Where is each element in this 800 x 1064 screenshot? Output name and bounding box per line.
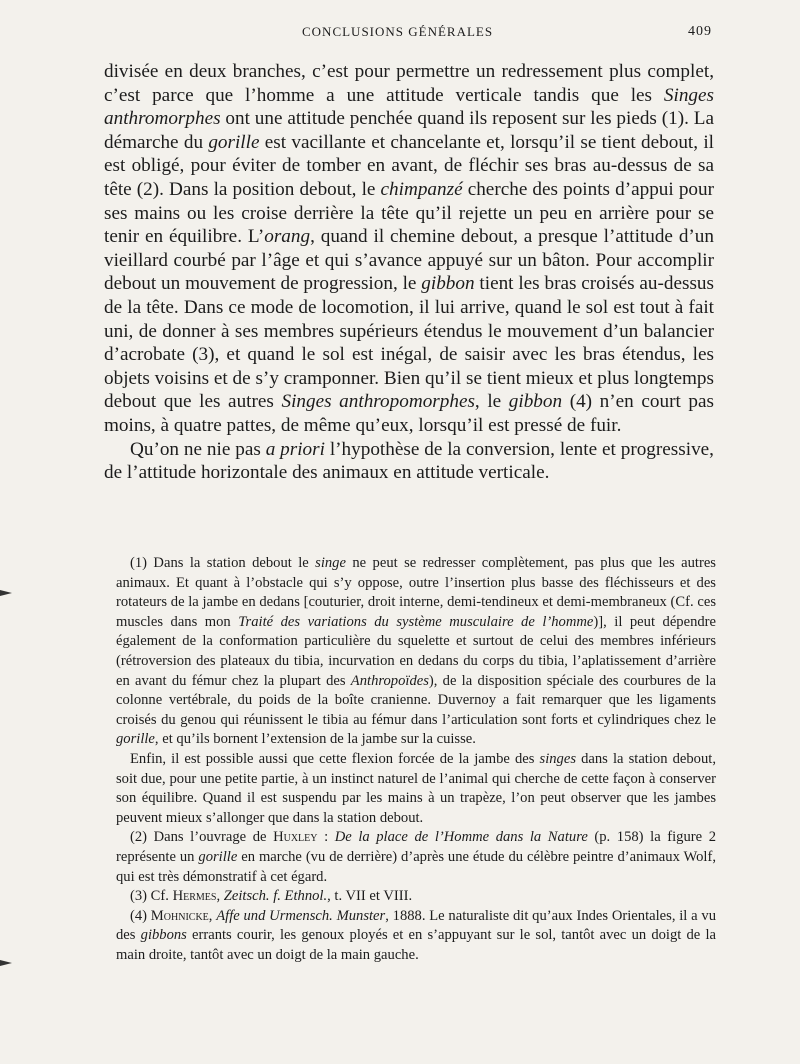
italic-term: orang [264, 226, 311, 248]
author-name: Huxley [273, 829, 318, 846]
text-run: divisée en deux branches, c’est pour permettre un redressement plus complet, c’est parce que l’homme a une attitude verticale tandis que les [104, 61, 714, 106]
text-run: : [317, 829, 335, 846]
footnote-4 [116, 907, 716, 966]
italic-term: chimpanzé [380, 178, 463, 200]
author-name: Mohnicke [150, 907, 209, 924]
italic-term: Traité des variations du système musculaire de l’homme [238, 613, 594, 630]
text-run: est vacillante et chancelante et, lorsqu’il se tient debout, il est obligé, pour éviter de tomber en avant, de fléchir ses bras au-dessus de sa tête (2). Dans la position debout, le [104, 131, 714, 200]
text-run: (3) Cf. [130, 888, 173, 905]
margin-mark-icon [0, 960, 12, 966]
author-name: Hermes [172, 888, 217, 905]
text-run: en marche (vu de derrière) d’après une étude du célèbre peintre d’animaux Wolf, qui est très démonstratif à cet égard. [116, 848, 716, 885]
italic-term: Zeitsch. f. Ethnol. [223, 888, 328, 905]
italic-term: singes [539, 750, 577, 767]
italic-term: Singes anthropomorphes [281, 391, 475, 413]
text-run: (1) Dans la station debout le [130, 555, 316, 571]
text-run: )], il peut dépendre également de la conformation particulière du squelette et surtout de celui des membres inférieurs (rétroversion des plateaux du tibia, incurvation en dedans du corps du tibia, l’aplatissement d’arrière en avant du fémur chez la plupart des [116, 613, 716, 689]
margin-mark-icon [0, 590, 12, 596]
text-run: , t. VII et VIII. [327, 888, 413, 905]
paragraph-1 [104, 60, 714, 438]
page-header [104, 24, 714, 44]
text-run: cherche des points d’appui pour ses mains ou les croise derrière la tête qu’il rejette un peu en arrière pour se tenir en équilibre. L’ [104, 178, 714, 248]
italic-term: a priori [265, 438, 325, 460]
text-run: tient les bras croisés au-dessus de la tête. Dans ce mode de locomotion, il lui arrive, quand le sol est tout à fait uni, de donner à ses membres supérieurs étendus le mouvement d’un balancier d’acrobate (3), et quand le sol est inégal, de saisir avec les bras étendus, les objets voisins et de s’y cramponner. Bien qu’il se tient mieux et plus longtemps debout que les autres [104, 273, 714, 413]
text-run: (4) [130, 907, 151, 924]
text-run: (4) n’en court pas moins, à quatre pattes, de même qu’eux, lorsqu’il est pressé de fuir. [104, 391, 714, 436]
text-run: , [208, 907, 217, 924]
text-run: , [216, 888, 224, 905]
text-run: l’hypothèse de la conversion, lente et progressive, de l’attitude horizontale des animaux en attitude verticale. [104, 438, 714, 484]
italic-term: Singes anthromorphes [104, 84, 714, 130]
footnote-3 [116, 887, 716, 907]
text-run: , le [474, 391, 509, 413]
italic-term: singe [315, 555, 346, 571]
italic-term: gorille [208, 131, 260, 153]
text-run: , et qu’ils bornent l’extension de la jambe sur la cuisse. [154, 731, 476, 748]
italic-term: gibbons [140, 927, 187, 944]
italic-term: gorille [116, 731, 155, 748]
main-text [104, 60, 714, 485]
running-head: CONCLUSIONS GÉNÉRALES [302, 24, 494, 39]
italic-term: gorille [198, 848, 238, 865]
text-run: Qu’on ne nie pas [130, 438, 266, 460]
page-number: 409 [688, 24, 712, 39]
text-run: ne peut se redresser complètement, pas plus que les autres animaux. Et quant à l’obstacle qui s’y oppose, outre l’insertion plus basse des fléchisseurs et des rotateurs de la jambe en dedans [couturier, droit interne, demi-tendineux et demi-membraneux (Cf. ces muscles dans mon [116, 555, 716, 630]
italic-term: gibbon [508, 391, 563, 413]
italic-term: De la place de l’Homme dans la Nature [334, 829, 588, 846]
text-run: errants courir, les genoux ployés et en s’appuyant sur le sol, tantôt avec un doigt de la main droite, tantôt avec un doigt de la main gauche. [116, 927, 716, 963]
text-run: ont une attitude penchée quand ils reposent sur les pieds (1). La démarche du [104, 108, 714, 153]
text-run: ), de la disposition spéciale des courbures de la colonne vertébrale, du poids de la boîte cranienne. Duvernoy a fait remarquer que les ligaments croisés du genou qui réunissent le tibia au fémur dans l’articulation sont forts et cylindriques chez le [116, 672, 716, 728]
footnote-1-continued [116, 750, 716, 828]
text-run: dans la station debout, soit due, pour une petite partie, à un instinct naturel de l’animal qui cherche de cette façon à conserver son équilibre. Quand il est suspendu par les mains à un trapèze, l’on peut observer que les jambes peuvent mieux s’allonger que dans la station debout. [116, 750, 716, 826]
italic-term: Anthropoïdes [350, 672, 429, 689]
text-run: , quand il chemine debout, a presque l’attitude d’un vieillard courbé par l’âge et qui s’avance appuyé sur un bâton. Pour accomplir debout un mouvement de progression, le [104, 226, 714, 295]
text-run: (p. 158) la figure 2 représente un [116, 829, 716, 865]
footnotes [116, 554, 716, 965]
footnote-1 [116, 554, 716, 750]
italic-term: gibbon [421, 273, 475, 295]
text-run: (2) Dans l’ouvrage de [130, 829, 274, 846]
italic-term: Affe und Urmensch. Munster [216, 907, 386, 924]
paragraph-2 [104, 438, 714, 485]
text-run: Enfin, il est possible aussi que cette flexion forcée de la jambe des [130, 750, 540, 767]
text-run: , 1888. Le naturaliste dit qu’aux Indes Orientales, il a vu des [116, 907, 716, 944]
footnote-2 [116, 828, 716, 887]
